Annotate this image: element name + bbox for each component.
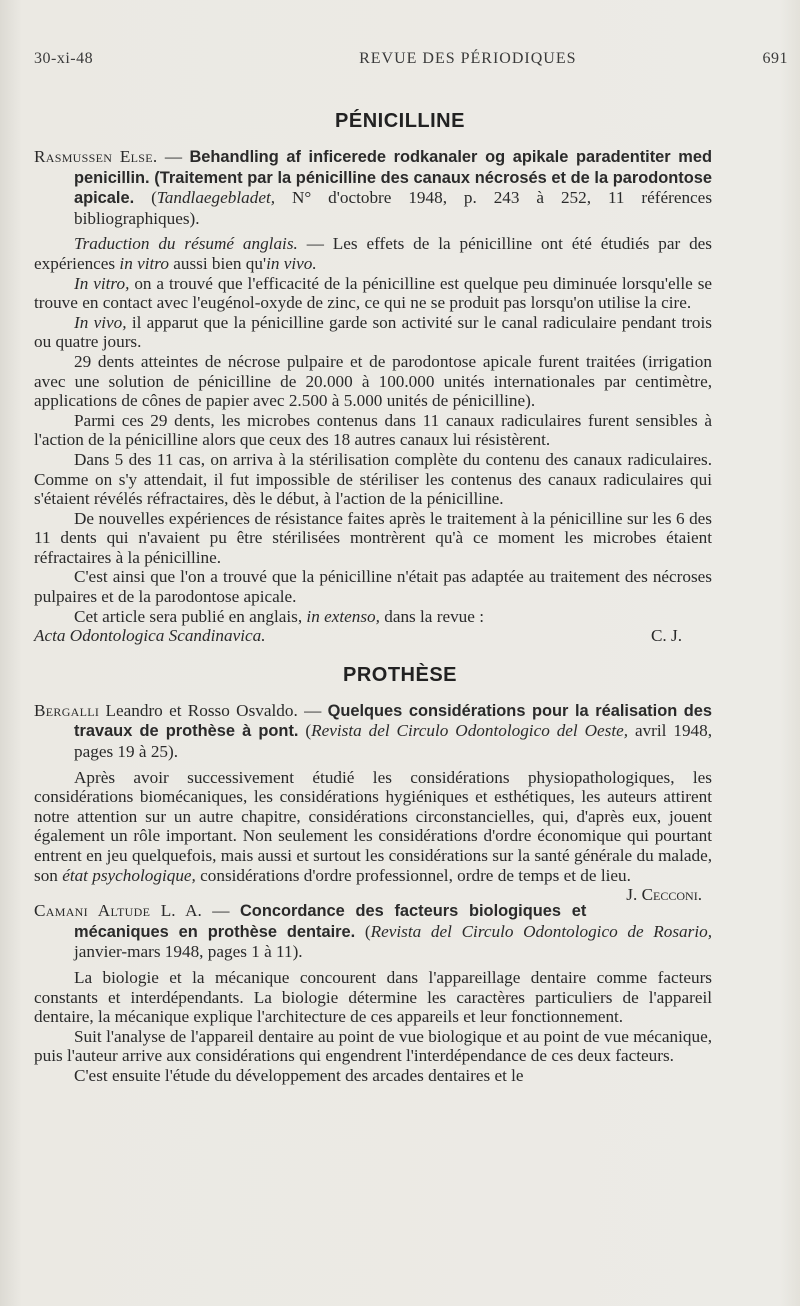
body-text: dans la revue : [384, 606, 484, 626]
paragraph: La biologie et la mécanique concourent dans l'appareillage dentaire comme facteurs constants et interdépendants. La biologie détermine les caractères particuliers de l'appareil dentaire, la mécanique explique l'architecture de ces appareils et leur fonctionnement. [34, 967, 712, 1027]
italic-text: in extenso, [306, 606, 380, 626]
article-bergalli [34, 700, 713, 905]
article-author: Rasmussen Else. [34, 147, 158, 166]
article-camani [34, 901, 712, 1085]
italic-text: In vivo, [74, 312, 127, 332]
article-citation [34, 901, 712, 962]
citation-paren: ( [305, 721, 312, 741]
citation-details: janvier-mars 1948, pages 1 à 11). [74, 942, 303, 962]
body-text: il apparut que la pénicilline garde son activité sur le canal radiculaire pendant trois ou quatre jours. [34, 312, 712, 352]
paragraph: C'est ensuite l'étude du développement des arcades dentaires et le [74, 1065, 524, 1085]
paragraph: De nouvelles expériences de résistance faites après le traitement à la pénicilline sur les 6 des 11 dents qui n'avaient pu être stérilisées montrèrent qu'à ce moment les microbes étaient réfractaires à la pénicilline. [34, 508, 712, 567]
citation-paren: ( [151, 188, 157, 208]
body-text: Cet article sera publié en anglais, [74, 606, 303, 626]
header-date: 30-xi-48 [34, 50, 94, 67]
running-header [34, 50, 788, 70]
italic-text: in vivo. [266, 253, 317, 273]
article-citation [34, 701, 712, 762]
article-author: Bergalli [34, 700, 100, 720]
body-text: considérations d'ordre professionnel, ordre de temps et de lieu. [200, 865, 631, 885]
journal-name: Revista del Circulo Odontologico del Oeste, [311, 721, 629, 741]
body-text: — Les effets de la pénicilline ont été étudiés par des expériences [34, 234, 712, 273]
citation-details: avril 1948, pages 19 à 25). [74, 721, 713, 762]
body-text: on a trouvé que l'efficacité de la pénicilline est quelque peu diminuée lorsqu'elle se trouve en contact avec l'eugénol-oxyde de zinc, ce qui ne se produit pas lorsqu'on utilise la cire. [34, 273, 713, 313]
journal-name: Revista del Circulo Odontologico de Rosario, [370, 921, 712, 941]
body-text: Après avoir successivement étudié les considérations physiopathologiques, les considérations biomécaniques, les considérations hygiéniques et esthétiques, les auteurs attirent notre attention sur un autre chapitre, considérations circonstancielles, qui, d'après eux, jouent également un rôle important. Non seulement les considérations d'ordre économique qui pourtant entrent en jeu quelquefois, mais aussi et surtout les considérations sur la santé générale du malade, son [34, 767, 712, 885]
paragraph [34, 313, 712, 352]
italic-text: In vitro, [74, 273, 130, 293]
citation-dash: — [212, 901, 230, 921]
paragraph: Dans 5 des 11 cas, on arriva à la stérilisation complète du contenu des canaux radiculaires. Comme on s'y attendait, il fut impossible de stériliser les contenus des canaux radiculaires qui s'étaient révélés réfractaires, dès le début, à l'action de la pénicilline. [34, 449, 712, 509]
section-title-prothese: PROTHÈSE [342, 663, 458, 686]
reviewer-signature: J. Cecconi. [626, 885, 702, 905]
citation-details: N° d'octobre 1948, p. 243 à 252, 11 références bibliographiques). [74, 188, 713, 228]
journal-name: Acta Odontologica Scandinavica. [34, 626, 266, 646]
italic-text: état psychologique, [62, 865, 196, 885]
citation-paren: ( [364, 921, 371, 941]
italic-text: Traduction du résumé anglais. [74, 234, 298, 254]
reviewer-signature: C. J. [650, 626, 682, 646]
section-title-penicilline: PÉNICILLINE [335, 110, 465, 132]
article-title: Behandling af inficerede rodkanaler og apikale paradentiter med penicillin. (Traitement par la pénicilline des canaux nécrosés et de la parodontose apicale. [74, 148, 713, 208]
paragraph: 29 dents atteintes de nécrose pulpaire et de parodontose apicale furent traitées (irrigation avec une solution de pénicilline de 20.000 à 100.000 unités internationales par centimètre, applications de cônes de papier avec 2.500 à 5.000 unités de pénicilline). [34, 351, 712, 411]
journal-name: Tandlaegebladet, [156, 188, 276, 208]
paragraph [34, 767, 712, 905]
article-author-rest: Leandro et Rosso Osvaldo. [105, 700, 298, 720]
article-title: Quelques considérations pour la réalisation des travaux de prothèse à pont. [74, 701, 713, 741]
paragraph: Suit l'analyse de l'appareil dentaire au point de vue biologique et au point de vue mécanique, puis l'auteur arrive aux considérations qui engendrent l'interdépendance de ces deux facteurs. [34, 1026, 712, 1066]
body-text: aussi bien qu' [173, 253, 267, 273]
citation-dash: — [304, 700, 322, 720]
italic-text: in vitro [119, 253, 169, 273]
signature-line [34, 626, 712, 646]
paragraph [34, 607, 712, 627]
article-author-rest: L. A. [160, 901, 202, 921]
paragraph [34, 234, 712, 273]
header-journal-title: REVUE DES PÉRIODIQUES [359, 50, 577, 67]
article-citation [34, 147, 712, 228]
paragraph: Parmi ces 29 dents, les microbes contenus dans 11 canaux radiculaires furent sensibles à l'action de la pénicilline alors que ceux des 18 autres canaux lui résistèrent. [34, 410, 712, 450]
header-page-number: 691 [762, 50, 788, 67]
article-title: Concordance des facteurs biologiques et mécaniques en prothèse dentaire. [74, 902, 587, 941]
article-author: Camani Altude [34, 901, 151, 921]
paragraph [34, 274, 712, 313]
paragraph: C'est ainsi que l'on a trouvé que la pénicilline n'était pas adaptée au traitement des nécroses pulpaires et de la parodontose apicale. [34, 567, 712, 607]
article-rasmussen [34, 147, 712, 646]
citation-dash: — [164, 147, 183, 166]
